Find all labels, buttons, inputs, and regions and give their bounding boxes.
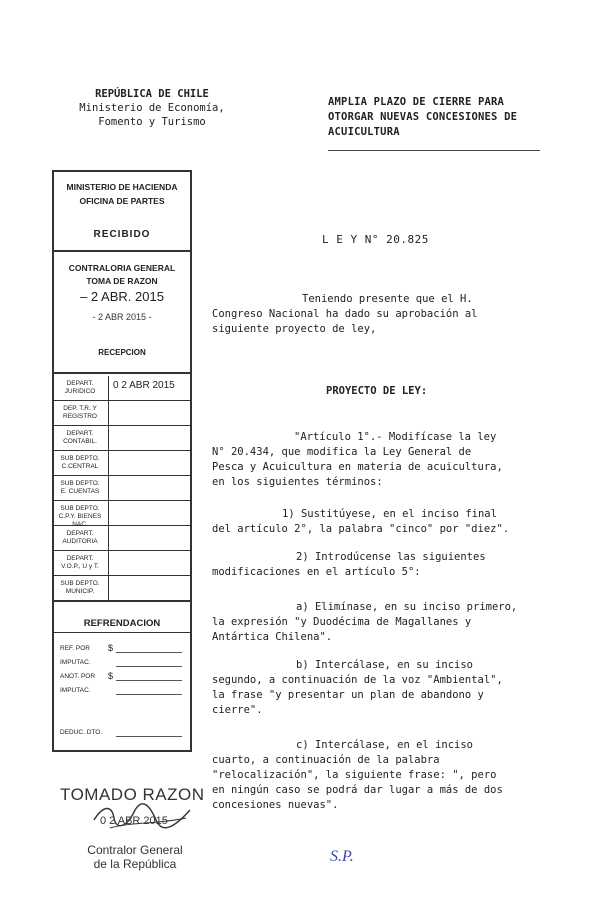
routing-row bbox=[54, 426, 190, 451]
item-2-line-2: modificaciones en el artículo 5°: bbox=[212, 566, 421, 578]
subject-line-3: ACUICULTURA bbox=[328, 126, 400, 138]
ref-sym: $ bbox=[108, 671, 114, 681]
item-b-line-2: segundo, a continuación de la voz "Ambiental", bbox=[212, 674, 503, 686]
routing-row bbox=[54, 576, 190, 602]
overlay-date: - 2 ABR 2015 - bbox=[92, 312, 152, 322]
row-cell bbox=[108, 526, 191, 550]
item-c-line-4: en ningún caso se podrá dar lugar a más de dos bbox=[212, 784, 503, 796]
received-date: – 2 ABR. 2015 bbox=[80, 289, 164, 304]
routing-row bbox=[54, 501, 190, 526]
item-c-line-5: concesiones nuevas". bbox=[212, 799, 339, 811]
ref-label: REF. POR bbox=[60, 645, 90, 652]
item-a-line-3: Antártica Chilena". bbox=[212, 631, 333, 643]
item-b-line-1: b) Intercálase, en su inciso bbox=[296, 659, 474, 671]
item-2-line-1: 2) Introdúcense las siguientes bbox=[296, 551, 486, 563]
row-cell bbox=[108, 426, 191, 450]
ref-dash bbox=[116, 666, 182, 667]
ref-dash bbox=[116, 680, 182, 681]
ref-line bbox=[54, 684, 190, 698]
office-stamp bbox=[52, 170, 192, 752]
subject-underline bbox=[328, 150, 540, 151]
row-cell bbox=[108, 451, 191, 475]
routing-row bbox=[54, 376, 190, 401]
routing-row bbox=[54, 476, 190, 501]
row-label: SUB DEPTO. E. CUENTAS bbox=[60, 480, 100, 495]
item-a bbox=[212, 600, 548, 645]
ref-spacer bbox=[54, 698, 190, 726]
row-cell bbox=[108, 576, 191, 600]
intro-line-2: Congreso Nacional ha dado su aprobación al bbox=[212, 308, 478, 320]
initials-mark: S.P. bbox=[330, 848, 354, 865]
item-b-line-3: la frase "y presentar un plan de abandono y bbox=[212, 689, 484, 701]
row-cell bbox=[108, 551, 191, 575]
header-ministry-sub: Fomento y Turismo bbox=[98, 116, 206, 128]
refrendacion-title: REFRENDACION bbox=[54, 616, 190, 633]
subject-line-1: AMPLIA PLAZO DE CIERRE PARA bbox=[328, 96, 505, 108]
contralor-line-1: Contralor General bbox=[87, 843, 183, 857]
subject-line-2: OTORGAR NUEVAS CONCESIONES DE bbox=[328, 111, 518, 123]
ref-label: DEDUC. DTO. bbox=[60, 729, 103, 736]
routing-row bbox=[54, 401, 190, 426]
ref-dash bbox=[116, 694, 182, 695]
article-line-1: "Artículo 1°.- Modifícase la ley bbox=[294, 431, 497, 443]
article-line-3: Pesca y Acuicultura en materia de acuicultura, bbox=[212, 461, 503, 473]
item-c-line-1: c) Intercálase, en el inciso bbox=[296, 739, 474, 751]
hacienda-office: OFICINA DE PARTES bbox=[79, 196, 165, 206]
ref-label: IMPUTAC. bbox=[60, 687, 91, 694]
contraloria-stamp bbox=[54, 254, 190, 374]
item-a-line-1: a) Elimínase, en su inciso primero, bbox=[296, 601, 518, 613]
row-cell bbox=[108, 501, 191, 525]
item-c-line-2: cuarto, a continuación de la palabra bbox=[212, 754, 440, 766]
article-1 bbox=[212, 430, 544, 490]
hacienda-title: MINISTERIO DE HACIENDA bbox=[66, 182, 178, 192]
row-stamp: 0 2 ABR 2015 bbox=[113, 380, 175, 391]
row-label: DEPART. V.O.P., U y T. bbox=[61, 555, 99, 570]
row-label: SUB DEPTO. C.CENTRAL bbox=[60, 455, 100, 470]
article-line-4: en los siguientes términos: bbox=[212, 476, 383, 488]
item-1 bbox=[212, 507, 548, 537]
row-label: DEPART. CONTABIL. bbox=[63, 430, 97, 445]
item-c-line-3: "relocalización", la siguiente frase: ", pero bbox=[212, 769, 497, 781]
intro-line-3: siguiente proyecto de ley, bbox=[212, 323, 377, 335]
ref-line bbox=[54, 642, 190, 656]
ref-dash bbox=[116, 652, 182, 653]
item-b bbox=[212, 658, 548, 718]
contralor-line-2: de la República bbox=[93, 857, 177, 871]
article-line-2: N° 20.434, que modifica la Ley General de bbox=[212, 446, 472, 458]
header-republic: REPÚBLICA DE CHILE bbox=[95, 88, 209, 100]
routing-row bbox=[54, 551, 190, 576]
refrendacion-lines bbox=[54, 642, 190, 740]
law-number: L E Y N° 20.825 bbox=[322, 233, 429, 246]
row-label: DEP. T.R. Y REGISTRO bbox=[63, 405, 97, 420]
ref-dash bbox=[116, 736, 182, 737]
recepcion-label: RECEPCION bbox=[98, 348, 146, 357]
item-b-line-4: cierre". bbox=[212, 704, 263, 716]
routing-row bbox=[54, 451, 190, 476]
tomado-date: 0 2 ABR 2015 bbox=[100, 815, 168, 827]
ref-line bbox=[54, 656, 190, 670]
contraloria-title: CONTRALORIA GENERAL bbox=[68, 263, 176, 273]
routing-row bbox=[54, 526, 190, 551]
row-label: DEPART. JURIDICO bbox=[64, 380, 96, 395]
toma-de-razon: TOMA DE RAZON bbox=[86, 276, 158, 286]
tomado-razon-title: TOMADO RAZON bbox=[60, 785, 205, 804]
contralor-signature-block bbox=[80, 843, 190, 871]
item-a-line-2: la expresión "y Duodécima de Magallanes y bbox=[212, 616, 472, 628]
row-cell bbox=[108, 476, 191, 500]
hacienda-stamp bbox=[54, 172, 190, 252]
header-ministry-block bbox=[62, 87, 242, 129]
law-subject-block bbox=[328, 95, 550, 140]
row-cell bbox=[108, 376, 191, 400]
item-c bbox=[212, 738, 548, 813]
row-cell bbox=[108, 401, 191, 425]
row-label: SUB DEPTO. C.P.Y. BIENES NAC. bbox=[58, 505, 102, 528]
item-2 bbox=[212, 550, 548, 580]
recibido-label: RECIBIDO bbox=[93, 229, 151, 240]
header-ministry: Ministerio de Economía, bbox=[79, 102, 225, 114]
ref-sym: $ bbox=[108, 643, 114, 653]
item-1-line-2: del artículo 2°, la palabra "cinco" por "diez". bbox=[212, 523, 510, 535]
ref-label: IMPUTAC. bbox=[60, 659, 91, 666]
routing-rows bbox=[54, 376, 190, 602]
ref-line bbox=[54, 670, 190, 684]
item-1-line-1: 1) Sustitúyese, en el inciso final bbox=[282, 508, 497, 520]
intro-line-1: Teniendo presente que el H. bbox=[302, 293, 473, 305]
ref-label: ANOT. POR bbox=[60, 673, 96, 680]
ref-line bbox=[54, 726, 190, 740]
proyecto-title: PROYECTO DE LEY: bbox=[326, 385, 428, 397]
intro-paragraph bbox=[212, 292, 544, 337]
row-label: SUB DEPTO. MUNICIP. bbox=[60, 580, 100, 595]
row-label: DEPART. AUDITORIA bbox=[62, 530, 98, 545]
